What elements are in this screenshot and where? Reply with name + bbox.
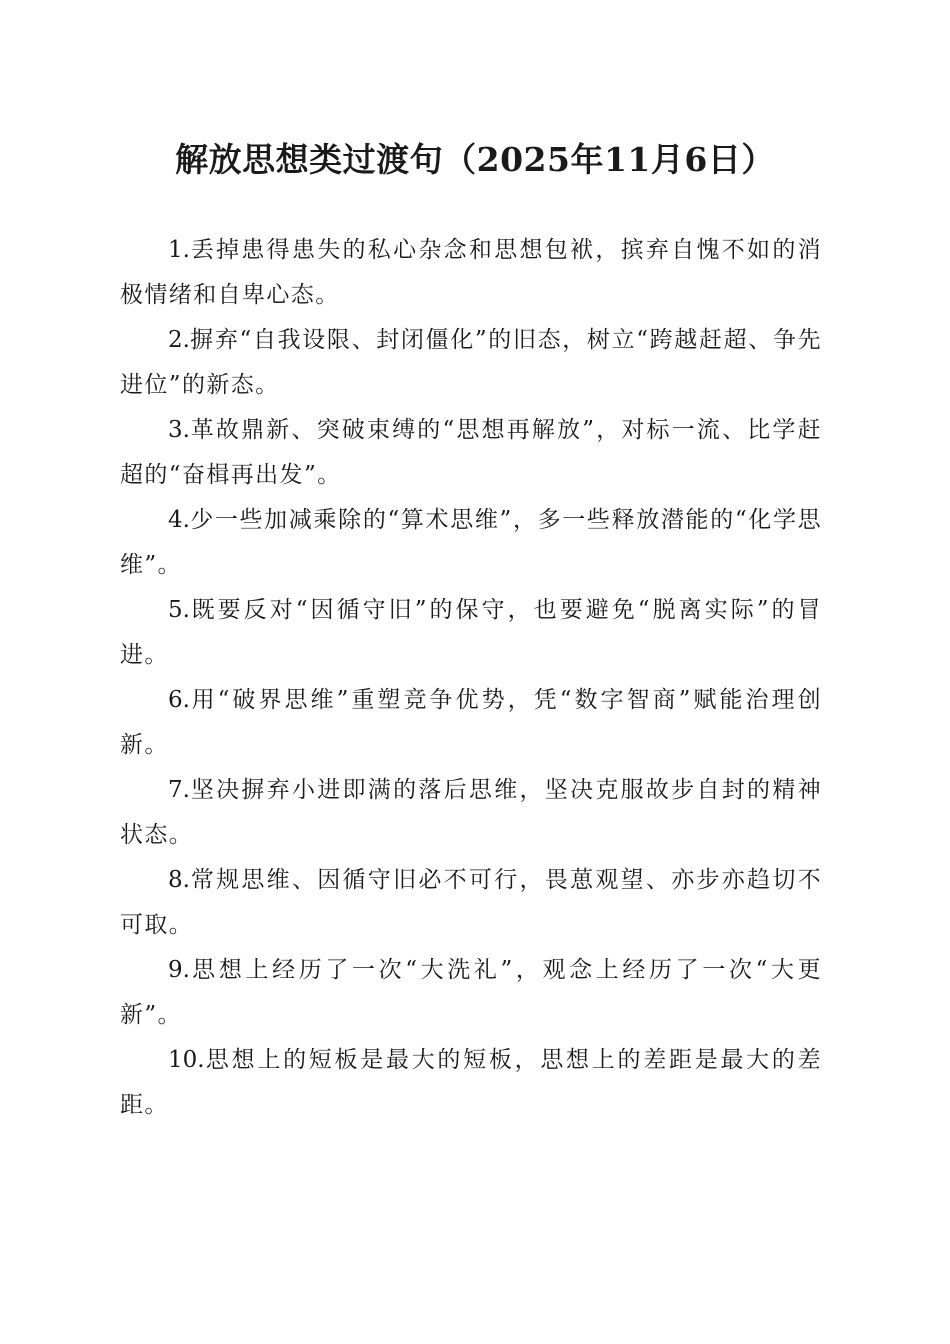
item-text: 摒弃“自我设限、封闭僵化”的旧态，树立“跨越赶超、争先进位”的新态。 (120, 327, 822, 398)
item-text: 少一些加减乘除的“算术思维”，多一些释放潜能的“化学思维”。 (120, 507, 822, 578)
list-item (120, 588, 822, 678)
item-text: 革故鼎新、突破束缚的“思想再解放”，对标一流、比学赶超的“奋楫再出发”。 (120, 417, 822, 488)
item-text: 丢掉患得患失的私心杂念和思想包袱，摈弃自愧不如的消极情绪和自卑心态。 (120, 237, 822, 308)
item-number: 5. (168, 597, 190, 623)
list-item (120, 1038, 822, 1128)
item-number: 8. (168, 867, 190, 893)
item-number: 6. (168, 687, 190, 713)
item-number: 1. (168, 237, 190, 263)
list-item (120, 768, 822, 858)
item-text: 思想上的短板是最大的短板，思想上的差距是最大的差距。 (120, 1047, 822, 1118)
list-item (120, 948, 822, 1038)
list-item (120, 318, 822, 408)
item-text: 既要反对“因循守旧”的保守，也要避免“脱离实际”的冒进。 (120, 597, 822, 668)
item-number: 10. (168, 1047, 205, 1073)
list-item (120, 228, 822, 318)
item-number: 2. (168, 327, 190, 353)
item-number: 7. (168, 777, 190, 803)
item-text: 坚决摒弃小进即满的落后思维，坚决克服故步自封的精神状态。 (120, 777, 822, 848)
list-item (120, 858, 822, 948)
list-item (120, 498, 822, 588)
item-number: 9. (168, 957, 190, 983)
list-item (120, 408, 822, 498)
document-title: 解放思想类过渡句（2025年11月6日） (175, 140, 775, 179)
item-number: 3. (168, 417, 190, 443)
transition-sentence-list (120, 228, 822, 1128)
item-text: 用“破界思维”重塑竞争优势，凭“数字智商”赋能治理创新。 (120, 687, 822, 758)
list-item (120, 678, 822, 768)
item-text: 思想上经历了一次“大洗礼”，观念上经历了一次“大更新”。 (120, 957, 822, 1028)
item-number: 4. (168, 507, 190, 533)
item-text: 常规思维、因循守旧必不可行，畏葸观望、亦步亦趋切不可取。 (120, 867, 822, 938)
